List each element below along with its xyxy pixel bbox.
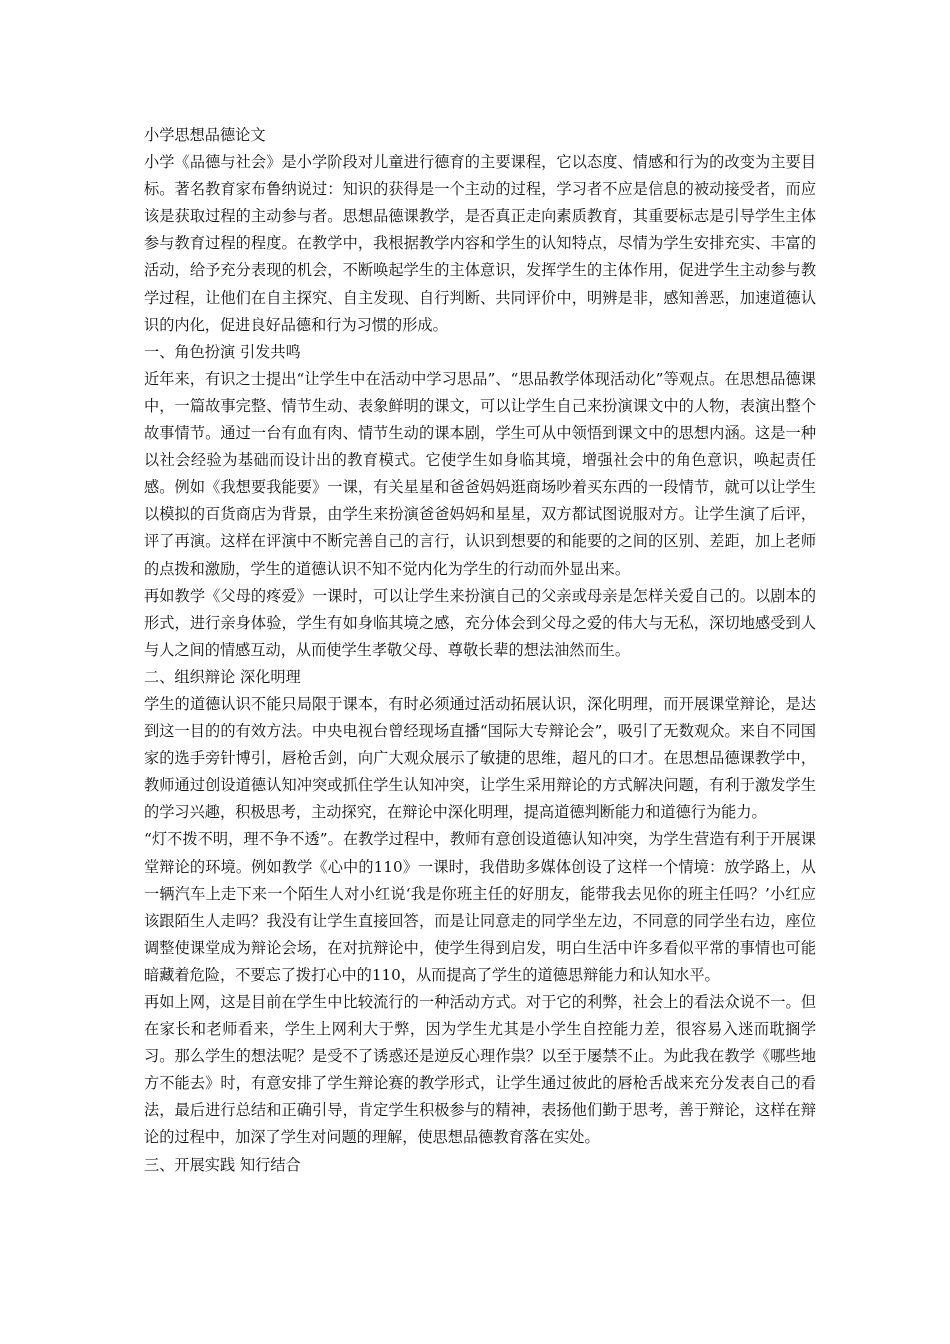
section-heading: 三、开展实践 知行结合 (144, 1155, 301, 1174)
paragraph: 再如上网，这是目前在学生中比较流行的一种活动方式。对于它的利弊，社会上的看法众说不一。但在家长和老师看来，学生上网利大于弊，因为学生尤其是小学生自控能力差，很容易入迷而耽搁学习。那么学生的想法呢？是受不了诱惑还是逆反心理作祟？以至于屡禁不止。为此我在教学《哪些地方不能去》时，有意安排了学生辩论赛的教学形式，让学生通过彼此的唇枪舌战来充分发表自己的看法，最后进行总结和正确引导，肯定学生积极参与的精神，表扬他们勤于思考，善于辩论，这样在辩论的过程中，加深了学生对问题的理解，使思想品德教育落在实处。 (144, 993, 816, 1147)
document-body (144, 149, 816, 1179)
paragraph: 小学《品德与社会》是小学阶段对儿童进行德育的主要课程，它以态度、情感和行为的改变为主要目标。著名教育家布鲁纳说过：知识的获得是一个主动的过程，学习者不应是信息的被动接受者，而应该是获取过程的主动参与者。思想品德课教学，是否真正走向素质教育，其重要标志是引导学生主体参与教育过程的程度。在教学中，我根据教学内容和学生的认知特点，尽情为学生安排充实、丰富的活动，给予充分表现的机会，不断唤起学生的主体意识，发挥学生的主体作用，促进学生主动参与教学过程，让他们在自主探究、自主发现、自行判断、共同评价中，明辨是非，感知善恶，加速道德认识的内化，促进良好品德和行为习惯的形成。 (144, 153, 816, 334)
section-heading: 二、组织辩论 深化明理 (144, 667, 301, 686)
paragraph: “灯不拨不明，理不争不透”。在教学过程中，教师有意创设道德认知冲突，为学生营造有利于开展课堂辩论的环境。例如教学《心中的110》一课时，我借助多媒体创设了这样一个情境：放学路上，从一辆汽车上走下来一个陌生人对小红说‘我是你班主任的好朋友，能带我去见你的班主任吗？’小红应该跟陌生人走吗？我没有让学生直接回答，而是让同意走的同学坐左边，不同意的同学坐右边，座位调整使课堂成为辩论会场，在对抗辩论中，使学生得到启发，明白生活中许多看似平常的事情也可能暗藏着危险，不要忘了拨打心中的110，从而提高了学生的道德思辩能力和认知水平。 (144, 830, 816, 984)
section-heading: 一、角色扮演 引发共鸣 (144, 342, 301, 361)
document-page (144, 122, 816, 1179)
document-title: 小学思想品德论文 (144, 126, 266, 144)
paragraph: 学生的道德认识不能只局限于课本，有时必须通过活动拓展认识，深化明理，而开展课堂辩论，是达到这一目的的有效方法。中央电视台曾经现场直播“国际大专辩论会”，吸引了无数观众。来自不同国家的选手旁针博引，唇枪舌剑，向广大观众展示了敏捷的思维，超凡的口才。在思想品德课教学中，教师通过创设道德认知冲突或抓住学生认知冲突，让学生采用辩论的方式解决问题，有利于激发学生的学习兴趣，积极思考，主动探究，在辩论中深化明理，提高道德判断能力和道德行为能力。 (144, 694, 816, 822)
paragraph: 近年来，有识之士提出“让学生中在活动中学习思品”、“思品教学体现活动化”等观点。在思想品德课中，一篇故事完整、情节生动、表象鲜明的课文，可以让学生自己来扮演课文中的人物，表演出整个故事情节。通过一台有血有肉、情节生动的课本剧，学生可从中领悟到课文中的思想内涵。这是一种以社会经验为基础而设计出的教育模式。它使学生如身临其境，增强社会中的角色意识，唤起责任感。例如《我想要我能要》一课，有关星星和爸爸妈妈逛商场吵着买东西的一段情节，就可以让学生以模拟的百货商店为背景，由学生来扮演爸爸妈妈和星星，双方都试图说服对方。让学生演了后评，评了再演。这样在评演中不断完善自己的言行，认识到想要的和能要的之间的区别、差距，加上老师的点拨和激励，学生的道德认识不知不觉内化为学生的行动而外显出来。 (144, 369, 816, 578)
paragraph: 再如教学《父母的疼爱》一课时，可以让学生来扮演自己的父亲或母亲是怎样关爱自己的。以剧本的形式，进行亲身体验，学生有如身临其境之感，充分体会到父母之爱的伟大与无私，深切地感受到人与人之间的情感互动，从而使学生孝敬父母、尊敬长辈的想法油然而生。 (144, 586, 816, 659)
